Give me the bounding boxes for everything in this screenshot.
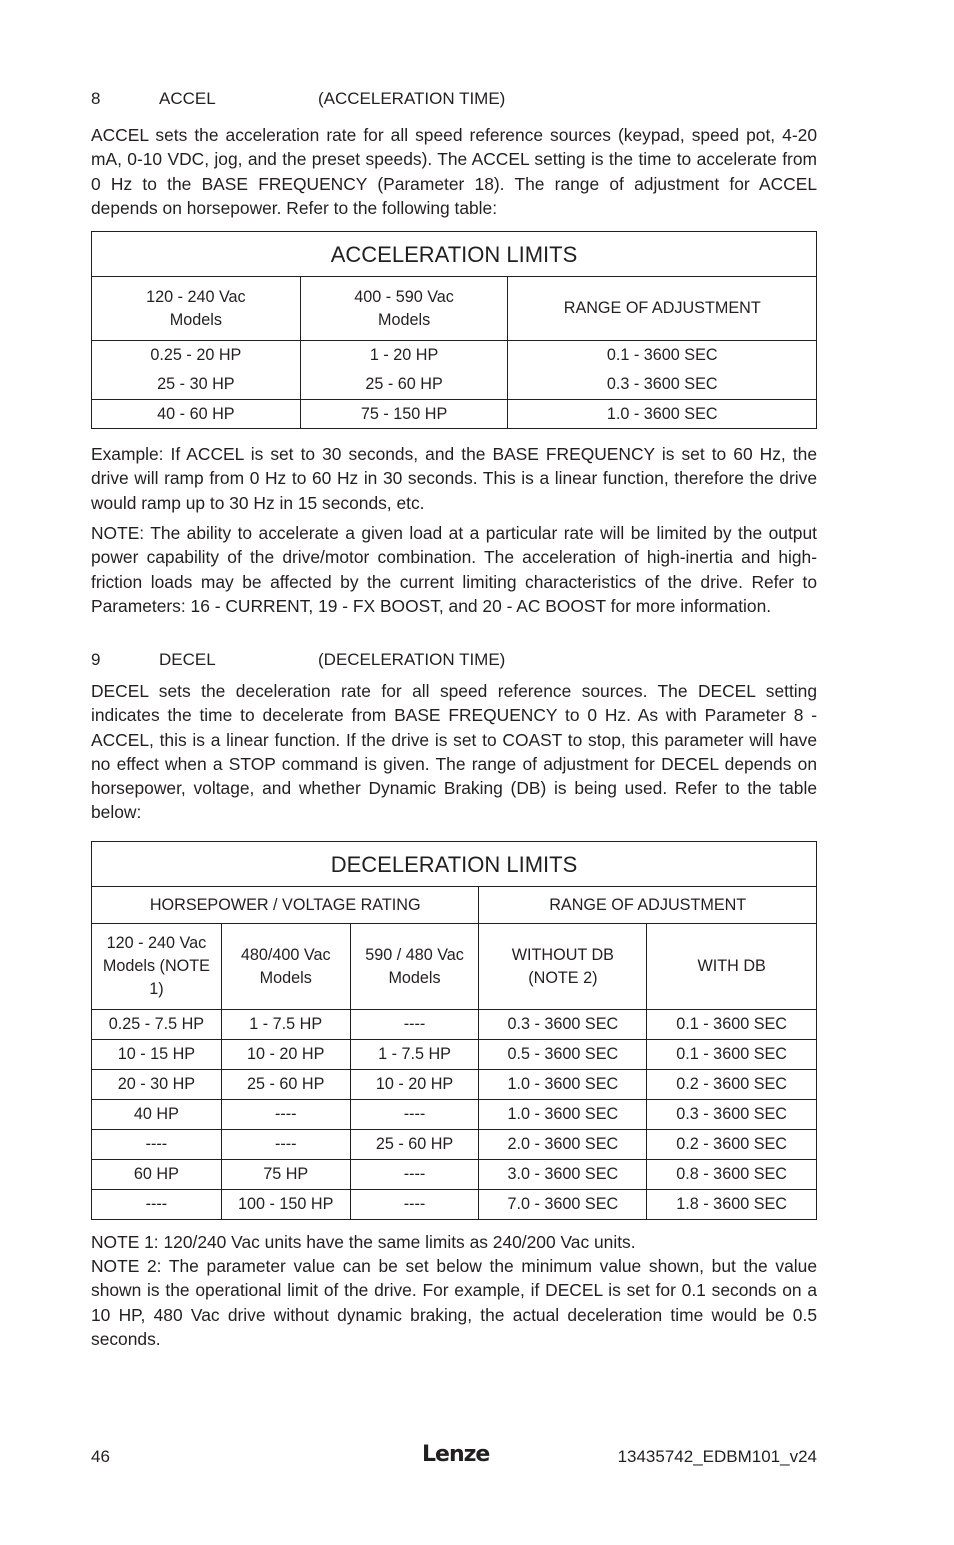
table-cell: 40 HP	[92, 1100, 222, 1130]
table-cell: 40 - 60 HP	[92, 400, 301, 429]
column-header: WITH DB	[647, 924, 817, 1010]
table-cell: 10 - 20 HP	[221, 1040, 350, 1070]
table-cell: 0.25 - 7.5 HP	[92, 1010, 222, 1040]
table-cell: 25 - 60 HP	[300, 370, 508, 400]
table-cell: 10 - 20 HP	[350, 1070, 479, 1100]
column-header: 400 - 590 Vac Models	[300, 277, 508, 341]
table-cell: ----	[92, 1190, 222, 1220]
table-title: DECELERATION LIMITS	[92, 842, 817, 887]
table-cell: ----	[92, 1130, 222, 1160]
table-cell: 0.2 - 3600 SEC	[647, 1070, 817, 1100]
table-cell: 2.0 - 3600 SEC	[479, 1130, 647, 1160]
acceleration-limits-table	[91, 231, 817, 429]
table-cell: 0.5 - 3600 SEC	[479, 1040, 647, 1070]
column-header: RANGE OF ADJUSTMENT	[508, 277, 817, 341]
param-name: DECEL	[159, 650, 216, 669]
param-name: ACCEL	[159, 89, 216, 108]
table-cell: ----	[221, 1130, 350, 1160]
table-cell: 25 - 60 HP	[221, 1070, 350, 1100]
param-title: (DECELERATION TIME)	[318, 650, 506, 669]
table-cell: 1 - 7.5 HP	[350, 1040, 479, 1070]
param-number: 8	[91, 89, 101, 108]
table-cell: 0.3 - 3600 SEC	[479, 1010, 647, 1040]
deceleration-limits-table	[91, 841, 817, 1220]
group-header: RANGE OF ADJUSTMENT	[479, 887, 817, 924]
table-cell: 1 - 20 HP	[300, 341, 508, 370]
table-cell: 1.8 - 3600 SEC	[647, 1190, 817, 1220]
table-cell: ----	[350, 1010, 479, 1040]
table-cell: 25 - 30 HP	[92, 370, 301, 400]
table-cell: 25 - 60 HP	[350, 1130, 479, 1160]
param-title: (ACCELERATION TIME)	[318, 89, 506, 108]
decel-note-2: NOTE 2: The parameter value can be set below the minimum value shown, but the value shown is the operational limit of the drive. For example, if DECEL is set for 0.1 seconds on a 10 HP, 480 Vac drive without dynamic braking, the actual deceleration time would be 0.5 seconds.	[91, 1256, 817, 1349]
document-id: 13435742_EDBM101_v24	[617, 1447, 817, 1466]
table-cell: 20 - 30 HP	[92, 1070, 222, 1100]
column-header: 480/400 Vac Models	[221, 924, 350, 1010]
table-cell: 0.1 - 3600 SEC	[647, 1040, 817, 1070]
table-cell: 1.0 - 3600 SEC	[479, 1070, 647, 1100]
table-cell: 0.3 - 3600 SEC	[647, 1100, 817, 1130]
decel-intro-paragraph: DECEL sets the deceleration rate for all speed reference sources. The DECEL setting indicates the time to decelerate from BASE FREQUENCY to 0 Hz. As with Parameter 8 - ACCEL, this is a linear function. If the drive is set to COAST to stop, this parameter will have no effect when a STOP command is given. The range of adjustment for DECEL depends on horsepower, voltage, and whether Dynamic Braking (DB) is being used. Refer to the table below:	[91, 681, 817, 823]
column-header: 120 - 240 Vac Models	[92, 277, 301, 341]
table-cell: 1.0 - 3600 SEC	[508, 400, 817, 429]
table-cell: ----	[350, 1160, 479, 1190]
table-cell: 0.1 - 3600 SEC	[508, 341, 817, 370]
table-cell: 1.0 - 3600 SEC	[479, 1100, 647, 1130]
table-cell: 0.3 - 3600 SEC	[508, 370, 817, 400]
table-cell: ----	[350, 1100, 479, 1130]
table-cell: 60 HP	[92, 1160, 222, 1190]
column-header: 120 - 240 Vac Models (NOTE 1)	[92, 924, 222, 1010]
table-title: ACCELERATION LIMITS	[92, 232, 817, 277]
group-header: HORSEPOWER / VOLTAGE RATING	[92, 887, 479, 924]
table-cell: 3.0 - 3600 SEC	[479, 1160, 647, 1190]
accel-intro-paragraph: ACCEL sets the acceleration rate for all speed reference sources (keypad, speed pot, 4-20 mA, 0-10 VDC, jog, and the preset speeds). The ACCEL setting is the time to accelerate from 0 Hz to the BASE FREQUENCY (Parameter 18). The range of adjustment for ACCEL depends on horsepower. Refer to the following table:	[91, 125, 817, 218]
accel-note-paragraph: NOTE: The ability to accelerate a given load at a particular rate will be limited by the output power capability of the drive/motor combination. The acceleration of high-inertia and high-friction loads may be affected by the current limiting characteristics of the drive. Refer to Parameters: 16 - CURRENT, 19 - FX BOOST, and 20 - AC BOOST for more information.	[91, 523, 817, 616]
column-header: 590 / 480 Vac Models	[350, 924, 479, 1010]
table-cell: 1 - 7.5 HP	[221, 1010, 350, 1040]
table-cell: 7.0 - 3600 SEC	[479, 1190, 647, 1220]
table-cell: 0.8 - 3600 SEC	[647, 1160, 817, 1190]
column-header: WITHOUT DB (NOTE 2)	[479, 924, 647, 1010]
table-cell: 100 - 150 HP	[221, 1190, 350, 1220]
table-cell: 75 HP	[221, 1160, 350, 1190]
table-cell: ----	[221, 1100, 350, 1130]
accel-example-paragraph: Example: If ACCEL is set to 30 seconds, and the BASE FREQUENCY is set to 60 Hz, the drive will ramp from 0 Hz to 60 Hz in 30 seconds. This is a linear function, therefore the drive would ramp up to 30 Hz in 15 seconds, etc.	[91, 444, 817, 513]
table-cell: 0.2 - 3600 SEC	[647, 1130, 817, 1160]
table-cell: 10 - 15 HP	[92, 1040, 222, 1070]
table-cell: 75 - 150 HP	[300, 400, 508, 429]
table-cell: 0.1 - 3600 SEC	[647, 1010, 817, 1040]
param-number: 9	[91, 650, 101, 669]
lenze-logo: Lenze	[422, 1442, 490, 1467]
param-8-heading	[91, 88, 817, 110]
table-cell: 0.25 - 20 HP	[92, 341, 301, 370]
table-cell: ----	[350, 1190, 479, 1220]
decel-note-1: NOTE 1: 120/240 Vac units have the same limits as 240/200 Vac units.	[91, 1232, 636, 1252]
page-number: 46	[91, 1447, 110, 1466]
param-9-heading	[91, 649, 817, 671]
